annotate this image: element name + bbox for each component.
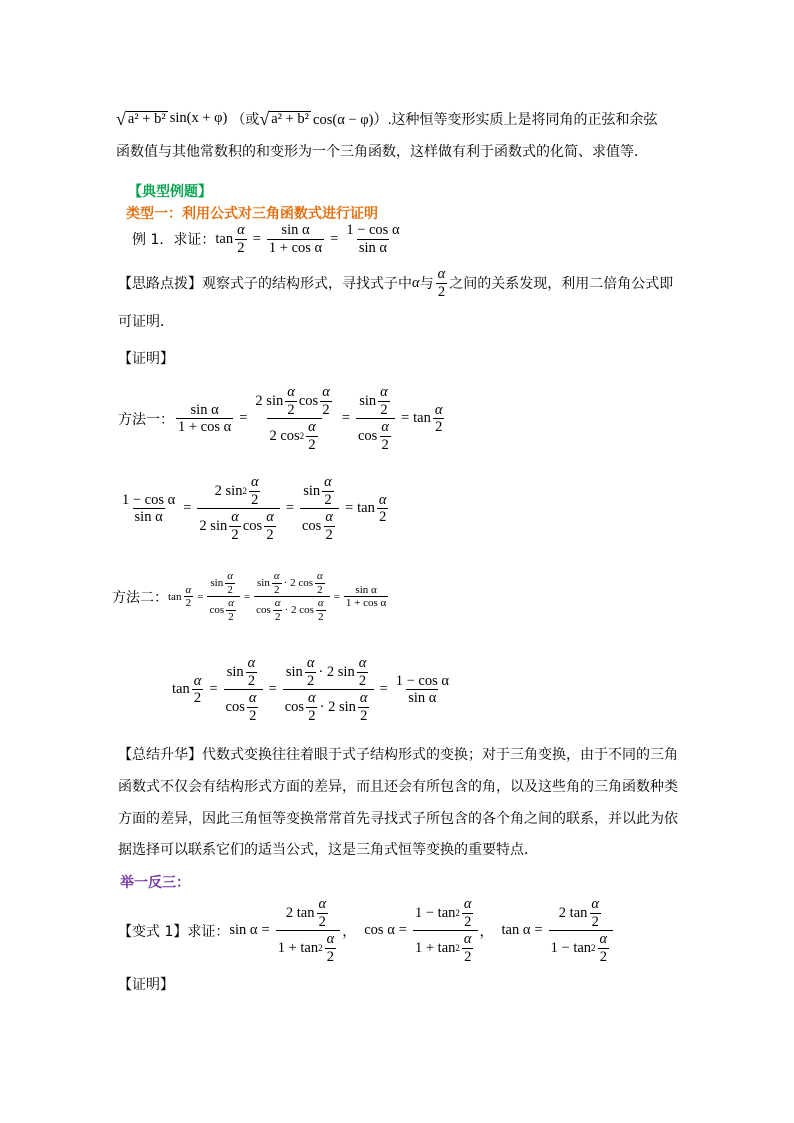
hint-label: 【思路点拨】 [118, 276, 202, 293]
fraction: $\frac{\text{1 − cos α}}{\text{sin α}}$ [346, 222, 400, 256]
sin-expression: sin(x + φ) [169, 110, 228, 126]
summary-line-1: 【总结升华】代数式变换往往着眼于式子结构形式的变换；对于三角变换，由于不同的三角 [118, 747, 678, 763]
summary-line-4: 据选择可以联系它们的适当公式，这是三角式恒等变换的重要特点． [118, 842, 538, 858]
fraction: sin $\frac{\alpha}{2}$ cos $\frac{\alpha}{2}$ [356, 384, 395, 454]
fraction: $\frac{\alpha}{2}$ [378, 491, 387, 526]
example-1-label: 例 1．求证： [132, 232, 216, 249]
fraction: sin $\frac{\alpha}{2}$ cos $\frac{\alpha}{2}$ [300, 474, 339, 544]
intro-text-1: 这种恒等变形实质上是将同角的正弦和余弦 [391, 111, 658, 128]
fraction: $\frac{\alpha}{2}$ [434, 401, 443, 436]
sqrt-expression: √ a² + b² [116, 108, 166, 129]
section-heading: 【典型例题】 [128, 184, 212, 200]
example-1: 例 1．求证： tan $\frac{\alpha}{2}$ = $\frac{\text{sin α}}{\text{1 + cos α}}$ = $\frac{\text{1 − cos α}}{\text{sin α}}$ [132, 222, 400, 256]
method-2-label: 方法二： [112, 589, 168, 606]
variant-proof-label: 【证明】 [118, 977, 174, 993]
type-1-heading: 类型一：利用公式对三角函数式进行证明 [126, 206, 378, 222]
method-2-line-1: 方法二： tan $\frac{\alpha}{2}$ = sin $\frac{\alpha}{2}$ cos $\frac{\alpha}{2}$ = sin $\frac{\alpha}{2}$ · 2 cos $\frac{\alpha}{2}$ cos $\frac{\alpha}{2}$ · 2 cos $\frac{\alpha}{2}$ = $\frac{\text{sin α}}{\text{1 + cos α}}$ [112, 570, 387, 623]
summary-line-2: 函数式不仅会有结构形式方面的差异，而且还会有所包含的角，以及这些角的三角函数种类 [118, 779, 678, 795]
fraction: sin $\frac{\alpha}{2}$ · 2 cos $\frac{\alpha}{2}$ cos $\frac{\alpha}{2}$ · 2 cos $\frac{\alpha}{2}$ [254, 570, 330, 624]
variant-1-label: 【变式 1】求证： [118, 923, 230, 940]
fraction: 2 sin $\frac{\alpha}{2}$ cos $\frac{\alpha}{2}$ 2 cos 2 $\frac{\alpha}{2}$ [255, 384, 330, 454]
fraction: sin $\frac{\alpha}{2}$ · 2 sin $\frac{\alpha}{2}$ cos $\frac{\alpha}{2}$ · 2 sin $\frac{\alpha}{2}$ [283, 655, 374, 725]
sqrt-expression-2: √ a² + b² [259, 108, 310, 129]
fraction: $\frac{\alpha}{2}$ [193, 672, 202, 707]
fraction: $\frac{\text{sin α}}{\text{1 + cos α}}$ [268, 222, 323, 256]
or-text: （或 [231, 111, 260, 128]
cos-expression: cos(α − φ)）. [313, 112, 392, 128]
hint-line-2: 可证明． [118, 314, 174, 330]
intro-line-2: 函数值与其他常数积的和变形为一个三角函数，这样做有利于函数式的化简、求值等． [116, 144, 648, 160]
fraction: $\frac{\text{sin α}}{\text{1 + cos α}}$ [178, 401, 232, 436]
fraction: $\frac{\text{1 − cos α}}{\text{sin α}}$ [122, 491, 176, 526]
fraction: $\frac{\text{1 − cos α}}{\text{sin α}}$ [395, 672, 449, 707]
proof-label: 【证明】 [118, 351, 174, 367]
method-2-line-2: tan $\frac{\alpha}{2}$ = sin $\frac{\alpha}{2}$ cos $\frac{\alpha}{2}$ = sin $\frac{\alpha}{2}$ · 2 sin $\frac{\alpha}{2}$ cos $\frac{\alpha}{2}$ · 2 sin $\frac{\alpha}{2}$ = $\frac{\text{1 − cos α}}{\text{sin α}}$ [172, 655, 449, 725]
fraction: 1 − tan 2 $\frac{\alpha}{2}$ 1 + tan 2 $\frac{\alpha}{2}$ [413, 896, 478, 966]
method-1-line-2: $\frac{\text{1 − cos α}}{\text{sin α}}$ = 2 sin 2 $\frac{\alpha}{2}$ 2 sin $\frac{\alpha}{2}$ cos $\frac{\alpha}{2}$ = sin $\frac{\alpha}{2}$ cos $\frac{\alpha}{2}$ = tan $\frac{\alpha}{2}$ [122, 474, 387, 544]
fraction: 2 tan $\frac{\alpha}{2}$ 1 + tan 2 $\frac{\alpha}{2}$ [276, 896, 341, 966]
summary-line-3: 方面的差异，因此三角恒等变换常常首先寻找式子所包含的各个角之间的联系，并以此为依 [118, 811, 678, 827]
variant-1: 【变式 1】求证： sin α = 2 tan $\frac{\alpha}{2}$ 1 + tan 2 $\frac{\alpha}{2}$ ， cos α = 1 − tan 2 $\frac{\alpha}{2}$ 1 + tan 2 $\frac{\alpha}{2}$ ， tan α = 2 tan $\frac{\alpha}{2}$ 1 − tan 2 $\frac{\alpha}{2}$ [118, 896, 615, 966]
fraction: sin $\frac{\alpha}{2}$ cos $\frac{\alpha}{2}$ [224, 655, 263, 725]
extension-heading: 举一反三： [120, 875, 190, 891]
intro-line-1 [116, 108, 658, 129]
hint-line-1: 【思路点拨】 观察式子的结构形式，寻找式子中 α 与 $\frac{\alpha}{2}$ 之间的关系发现，利用二倍角公式即 [118, 266, 674, 300]
fraction: $\frac{\alpha}{2}$ [437, 266, 446, 300]
fraction: $\frac{\alpha}{2}$ [237, 222, 245, 256]
fraction: sin $\frac{\alpha}{2}$ cos $\frac{\alpha}{2}$ [207, 570, 239, 624]
fraction: $\frac{\text{sin α}}{\text{1 + cos α}}$ [345, 583, 387, 610]
fraction: $\frac{\alpha}{2}$ [185, 583, 192, 610]
summary-label: 【总结升华】 [118, 747, 202, 763]
method-1-line-1: 方法一： $\frac{\text{sin α}}{\text{1 + cos α}}$ = 2 sin $\frac{\alpha}{2}$ cos $\frac{\alpha}{2}$ 2 cos 2 $\frac{\alpha}{2}$ = sin $\frac{\alpha}{2}$ cos $\frac{\alpha}{2}$ = tan $\frac{\alpha}{2}$ [118, 384, 443, 454]
fraction: 2 tan $\frac{\alpha}{2}$ 1 − tan 2 $\frac{\alpha}{2}$ [549, 896, 614, 966]
method-1-label: 方法一： [118, 411, 174, 428]
fraction: 2 sin 2 $\frac{\alpha}{2}$ 2 sin $\frac{\alpha}{2}$ cos $\frac{\alpha}{2}$ [197, 474, 279, 544]
